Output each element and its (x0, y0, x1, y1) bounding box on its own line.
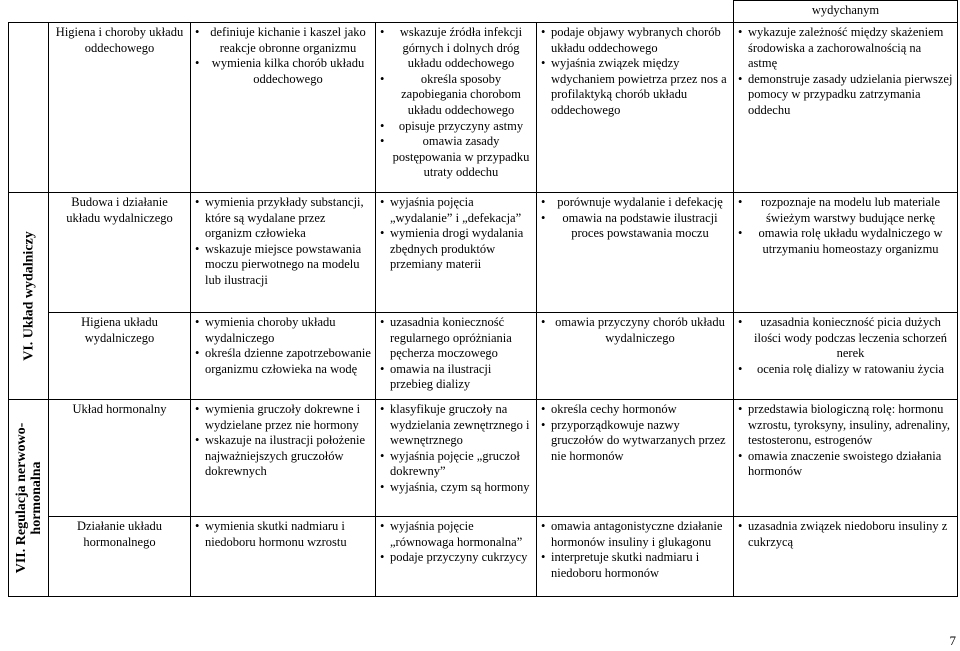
bullet-list (738, 195, 953, 257)
bullet-list (195, 195, 371, 289)
list-item: • ocenia rolę dializy w ratowaniu życia (738, 362, 953, 378)
section-cell-excretory (9, 193, 49, 400)
bullet-list (195, 315, 371, 377)
requirements-extended (376, 400, 537, 517)
bullet-list (738, 25, 953, 119)
list-item: • omawia zasady postępowania w przypadku utraty oddechu (380, 134, 532, 181)
list-item: • uzasadnia konieczność picia dużych ilości wody podczas leczenia schorzeń nerek (738, 315, 953, 362)
requirements-basic (191, 313, 376, 400)
list-item: • wyjaśnia pojęcie „równowaga hormonalna” (380, 519, 532, 550)
requirements-extended (376, 23, 537, 193)
list-item: • określa cechy hormonów (541, 402, 729, 418)
list-item: • wyjaśnia, czym są hormony (380, 480, 532, 496)
bullet-list (380, 25, 532, 181)
requirements-expanded (537, 400, 734, 517)
requirements-expanded (537, 193, 734, 313)
topic-cell: Działanie układu hormonalnego (49, 517, 191, 597)
list-item: • wymienia przykłady substancji, które są wydalane przez organizm człowieka (195, 195, 371, 242)
bullet-list (738, 519, 953, 550)
bullet-list (541, 315, 729, 346)
bullet-list (541, 519, 729, 581)
requirements-extended (376, 517, 537, 597)
table-row (9, 313, 958, 400)
list-item: • rozpoznaje na modelu lub materiale świeżym warstwy budujące nerkę (738, 195, 953, 226)
bullet-list (541, 402, 729, 464)
list-item: • omawia antagonistyczne działanie hormonów insuliny i glukagonu (541, 519, 729, 550)
bullet-list (380, 315, 532, 393)
table-row (9, 517, 958, 597)
table-row (9, 23, 958, 193)
list-item: • wymienia choroby układu wydalniczego (195, 315, 371, 346)
list-item: • wyjaśnia pojęcie „gruczoł dokrewny” (380, 449, 532, 480)
topic-cell: Higiena układu wydalniczego (49, 313, 191, 400)
bullet-list (380, 195, 532, 273)
bullet-list (738, 402, 953, 480)
list-item: • omawia na podstawie ilustracji proces powstawania moczu (541, 211, 729, 242)
list-item: • definiuje kichanie i kaszel jako reakcje obronne organizmu (195, 25, 371, 56)
section-cell-hormonal (9, 400, 49, 597)
bullet-list (541, 25, 729, 119)
list-item: • przedstawia biologiczną rolę: hormonu wzrostu, tyroksyny, insuliny, adrenaliny, testosteronu, estrogenów (738, 402, 953, 449)
bullet-list (738, 315, 953, 377)
list-item: • podaje objawy wybranych chorób układu oddechowego (541, 25, 729, 56)
section-title: VI. Układ wydalniczy (21, 231, 36, 361)
list-item: • określa sposoby zapobiegania chorobom układu oddechowego (380, 72, 532, 119)
list-item: • omawia na ilustracji przebieg dializy (380, 362, 532, 393)
list-item: • omawia rolę układu wydalniczego w utrzymaniu homeostazy organizmu (738, 226, 953, 257)
header-wydychanym: wydychanym (734, 1, 958, 23)
requirements-expanded (537, 517, 734, 597)
section-cell-respiratory (9, 23, 49, 193)
bullet-list (195, 25, 371, 87)
list-item: • wyjaśnia pojęcia „wydalanie” i „defekacja” (380, 195, 532, 226)
list-item: • wymienia drogi wydalania zbędnych produktów przemiany materii (380, 226, 532, 273)
requirements-basic (191, 517, 376, 597)
bullet-list (195, 402, 371, 480)
topic-cell: Higiena i choroby układu oddechowego (49, 23, 191, 193)
table-row (9, 193, 958, 313)
header-row (9, 1, 958, 23)
bullet-list (380, 402, 532, 496)
list-item: • wskazuje na ilustracji położenie najważniejszych gruczołów dokrewnych (195, 433, 371, 480)
list-item: • podaje przyczyny cukrzycy (380, 550, 532, 566)
requirements-expanded (537, 313, 734, 400)
page-number: 7 (949, 633, 956, 648)
requirements-basic (191, 193, 376, 313)
list-item: • przyporządkowuje nazwy gruczołów do wytwarzanych przez nie hormonów (541, 418, 729, 465)
list-item: • wymienia gruczoły dokrewne i wydzielane przez nie hormony (195, 402, 371, 433)
list-item: • omawia znaczenie swoistego działania hormonów (738, 449, 953, 480)
requirements-complete (734, 23, 958, 193)
requirements-complete (734, 193, 958, 313)
curriculum-table (8, 0, 958, 597)
bullet-list (541, 195, 729, 242)
list-item: • klasyfikuje gruczoły na wydzielania zewnętrznego i wewnętrznego (380, 402, 532, 449)
topic-cell: Budowa i działanie układu wydalniczego (49, 193, 191, 313)
bullet-list (195, 519, 371, 550)
requirements-expanded (537, 23, 734, 193)
requirements-basic (191, 23, 376, 193)
requirements-complete (734, 313, 958, 400)
section-title: VII. Regulacja nerwowo-hormonalna (13, 422, 44, 574)
list-item: • uzasadnia konieczność regularnego opróżniania pęcherza moczowego (380, 315, 532, 362)
requirements-complete (734, 517, 958, 597)
list-item: • demonstruje zasady udzielania pierwszej pomocy w przypadku zatrzymania oddechu (738, 72, 953, 119)
list-item: • porównuje wydalanie i defekację (541, 195, 729, 211)
requirements-complete (734, 400, 958, 517)
requirements-basic (191, 400, 376, 517)
list-item: • wyjaśnia związek między wdychaniem powietrza przez nos a profilaktyką chorób układu oddechowego (541, 56, 729, 118)
table-row (9, 400, 958, 517)
list-item: • wymienia kilka chorób układu oddechowego (195, 56, 371, 87)
bullet-list (380, 519, 532, 566)
list-item: • wskazuje miejsce powstawania moczu pierwotnego na modelu lub ilustracji (195, 242, 371, 289)
list-item: • wskazuje źródła infekcji górnych i dolnych dróg układu oddechowego (380, 25, 532, 72)
requirements-extended (376, 313, 537, 400)
list-item: • interpretuje skutki nadmiaru i niedoboru hormonów (541, 550, 729, 581)
list-item: • opisuje przyczyny astmy (380, 119, 532, 135)
list-item: • wymienia skutki nadmiaru i niedoboru hormonu wzrostu (195, 519, 371, 550)
list-item: • omawia przyczyny chorób układu wydalniczego (541, 315, 729, 346)
list-item: • uzasadnia związek niedoboru insuliny z cukrzycą (738, 519, 953, 550)
requirements-extended (376, 193, 537, 313)
list-item: • określa dzienne zapotrzebowanie organizmu człowieka na wodę (195, 346, 371, 377)
list-item: • wykazuje zależność między skażeniem środowiska a zachorowalnością na astmę (738, 25, 953, 72)
topic-cell: Układ hormonalny (49, 400, 191, 517)
